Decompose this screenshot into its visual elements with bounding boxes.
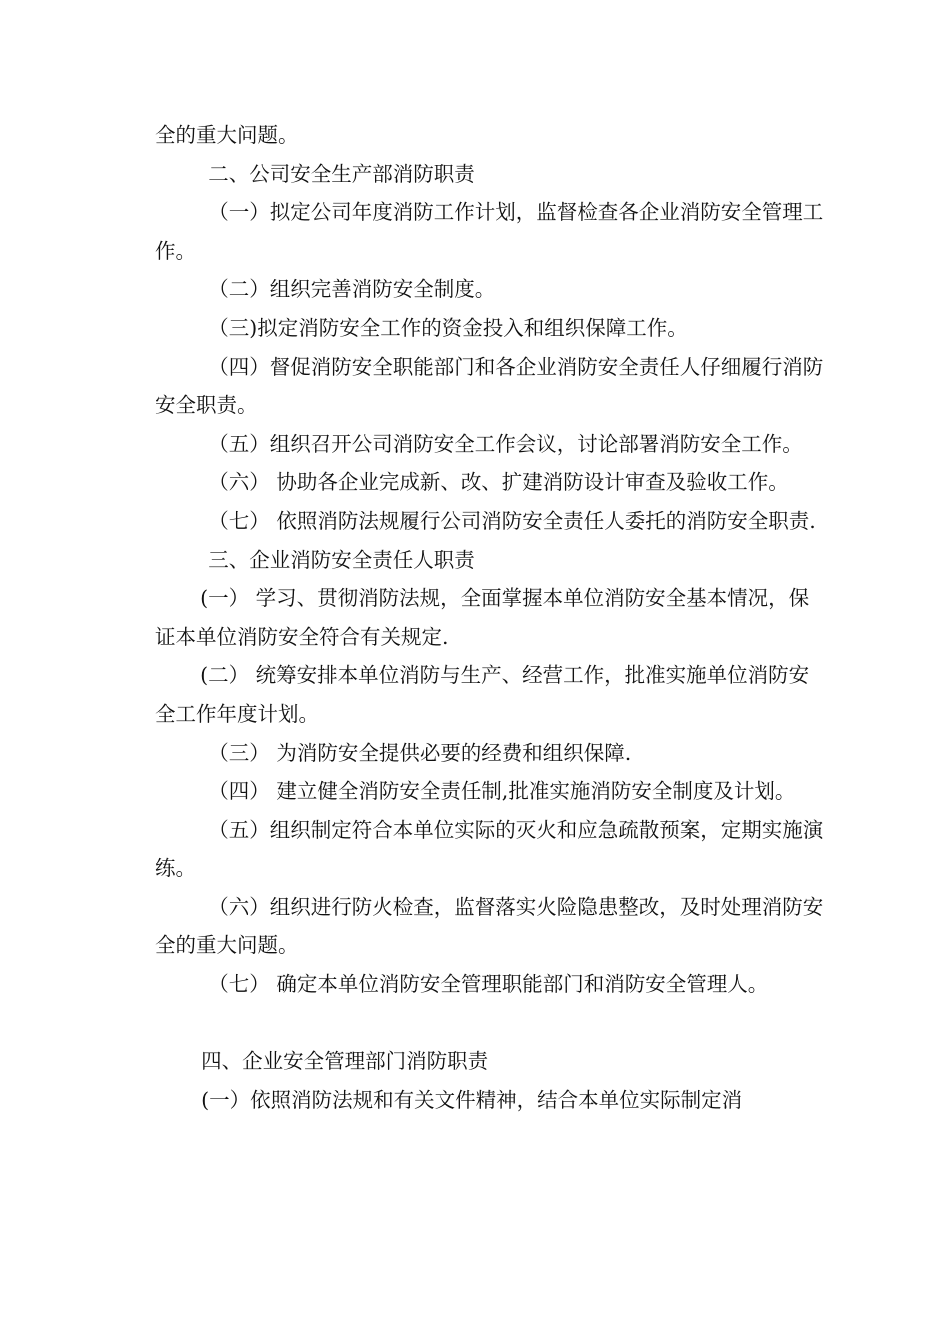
blank-line [155,1004,825,1043]
list-item: （六） 协助各企业完成新、改、扩建消防设计审查及验收工作。 [208,470,789,495]
list-item: (一）依照消防法规和有关文件精神，结合本单位实际制定消 [201,1087,743,1112]
list-item: （七） 依照消防法规履行公司消防安全责任人委托的消防安全职责. [208,508,816,533]
section-heading-2: 二、公司安全生产部消防职责 [208,161,475,186]
list-item: （五）组织召开公司消防安全工作会议，讨论部署消防安全工作。 [208,431,803,456]
list-item: (一） 学习、贯彻消防法规，全面掌握本单位消防安全基本情况，保证本单位消防安全符合有关规定. [155,586,810,649]
section-heading-3: 三、企业消防安全责任人职责 [208,547,475,572]
list-item: （六）组织进行防火检查，监督落实火险隐患整改，及时处理消防安全的重大问题。 [155,894,824,958]
list-item: （一）拟定公司年度消防工作计划，监督检查各企业消防安全管理工作。 [155,200,824,263]
list-item: （三） 为消防安全提供必要的经费和组织保障. [208,740,632,765]
section-heading-4: 四、企业安全管理部门消防职责 [201,1049,489,1074]
list-item: （四） 建立健全消防安全责任制,批准实施消防安全制度及计划。 [208,779,796,804]
list-item: （五）组织制定符合本单位实际的灭火和应急疏散预案，定期实施演练。 [155,817,824,881]
list-item: （四）督促消防安全职能部门和各企业消防安全责任人仔细履行消防安全职责。 [155,354,824,418]
list-item: （三)拟定消防安全工作的资金投入和组织保障工作。 [208,315,688,340]
paragraph-continuation: 全的重大问题。 [155,123,299,147]
list-item: (二） 统筹安排本单位消防与生产、经营工作，批准实施单位消防安全工作年度计划。 [155,663,810,726]
list-item: （七） 确定本单位消防安全管理职能部门和消防安全管理人。 [208,972,769,997]
list-item: （二）组织完善消防安全制度。 [208,277,496,302]
document-body [155,116,825,1119]
